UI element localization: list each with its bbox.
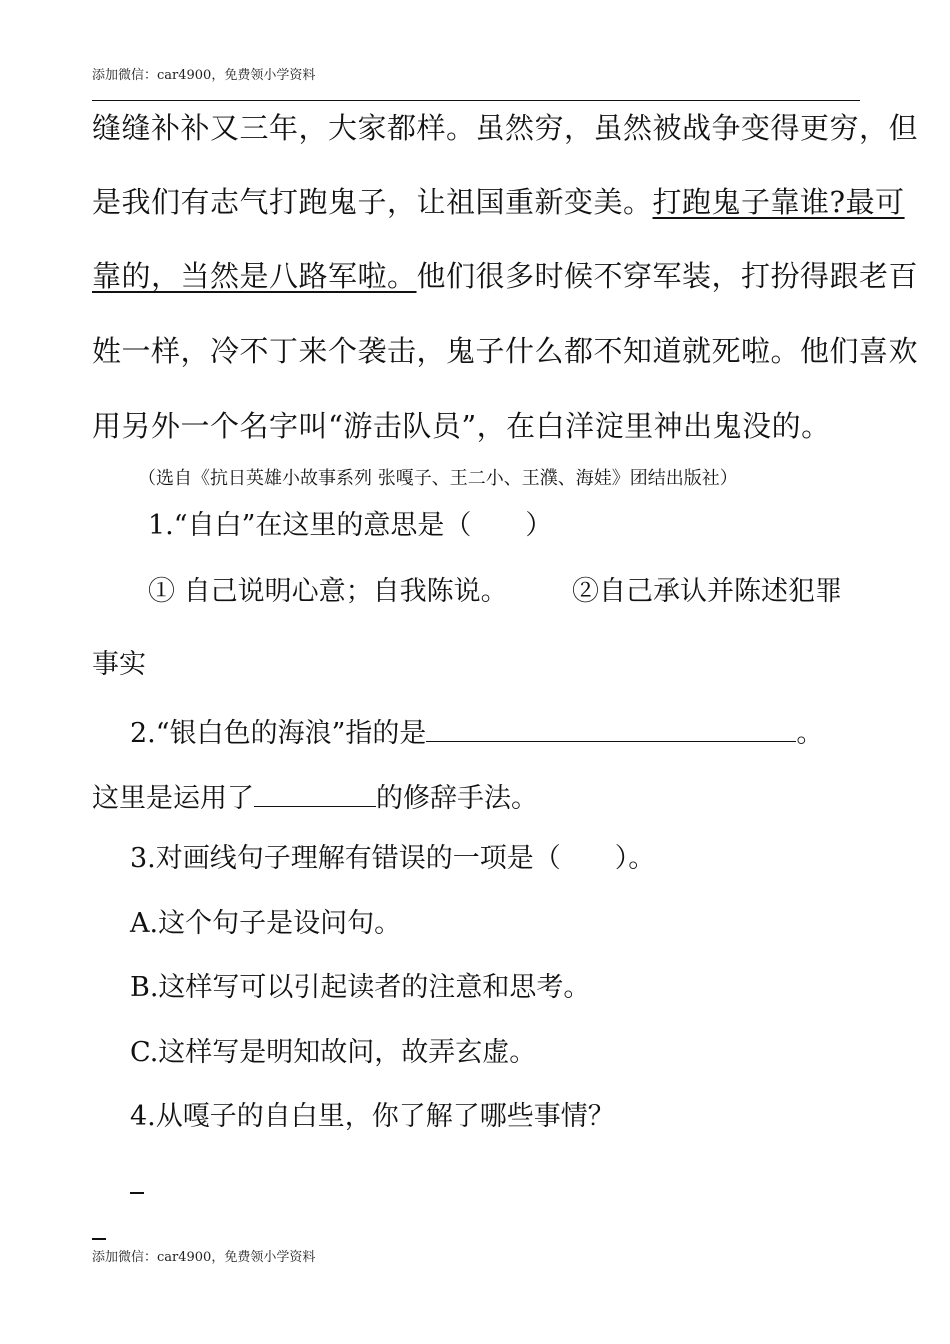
question-2	[130, 713, 823, 752]
question-3-option-b: B.这样写可以引起读者的注意和思考。	[130, 972, 591, 1003]
passage-line-5: 用另外一个名字叫“游击队员”，在白洋淀里神出鬼没的。	[92, 409, 831, 443]
source-citation: （选自《抗日英雄小故事系列 张嘎子、王二小、王濮、海娃》团结出版社）	[138, 468, 738, 489]
question-1-option-2-continued: 事实	[92, 649, 146, 680]
question-3-option-c: C.这样写是明知故问，故弄玄虚。	[130, 1037, 537, 1068]
question-2-line-2-suffix: 的修辞手法。	[376, 783, 538, 814]
passage-line-2	[92, 182, 905, 222]
question-2-line-2-prefix: 这里是运用了	[92, 783, 254, 814]
footer-watermark-note: 添加微信：car4900，免费领小学资料	[92, 1250, 316, 1265]
question-3: 3.对画线句子理解有错误的一项是（ ）。	[130, 843, 656, 874]
question-4: 4.从嘎子的自白里，你了解了哪些事情？	[130, 1101, 615, 1132]
question-1: 1.“自白”在这里的意思是（ ）	[148, 510, 553, 541]
answer-line-mark	[130, 1192, 144, 1194]
passage-line-2-plain: 是我们有志气打跑鬼子，让祖国重新变美。	[92, 185, 653, 219]
header-divider	[92, 100, 860, 101]
underlined-sentence-part-2: 靠的，当然是八路军啦。	[92, 259, 417, 293]
underlined-sentence-part-1: 打跑鬼子靠谁?最可	[652, 185, 905, 219]
question-3-option-a: A.这个句子是设问句。	[130, 908, 402, 939]
answer-blank-2[interactable]	[254, 778, 376, 807]
passage-line-3	[92, 256, 919, 296]
passage-line-4: 姓一样，冷不丁来个袭击，鬼子什么都不知道就死啦。他们喜欢	[92, 334, 919, 368]
question-1-option-1: ① 自己说明心意；自我陈说。	[148, 576, 508, 607]
answer-blank-1[interactable]	[426, 713, 796, 742]
passage-line-1: 缝缝补补又三年，大家都样。虽然穷，虽然被战争变得更穷，但	[92, 111, 919, 145]
question-2-prompt: 2.“银白色的海浪”指的是	[130, 718, 427, 749]
question-1-option-2: ②自己承认并陈述犯罪	[572, 576, 842, 607]
question-2-line-2	[92, 778, 538, 817]
answer-line-mark-2	[92, 1238, 106, 1240]
question-2-end: 。	[796, 718, 824, 749]
passage-line-3-plain: 他们很多时候不穿军装，打扮得跟老百	[416, 259, 919, 293]
header-watermark-note: 添加微信：car4900，免费领小学资料	[92, 68, 316, 83]
